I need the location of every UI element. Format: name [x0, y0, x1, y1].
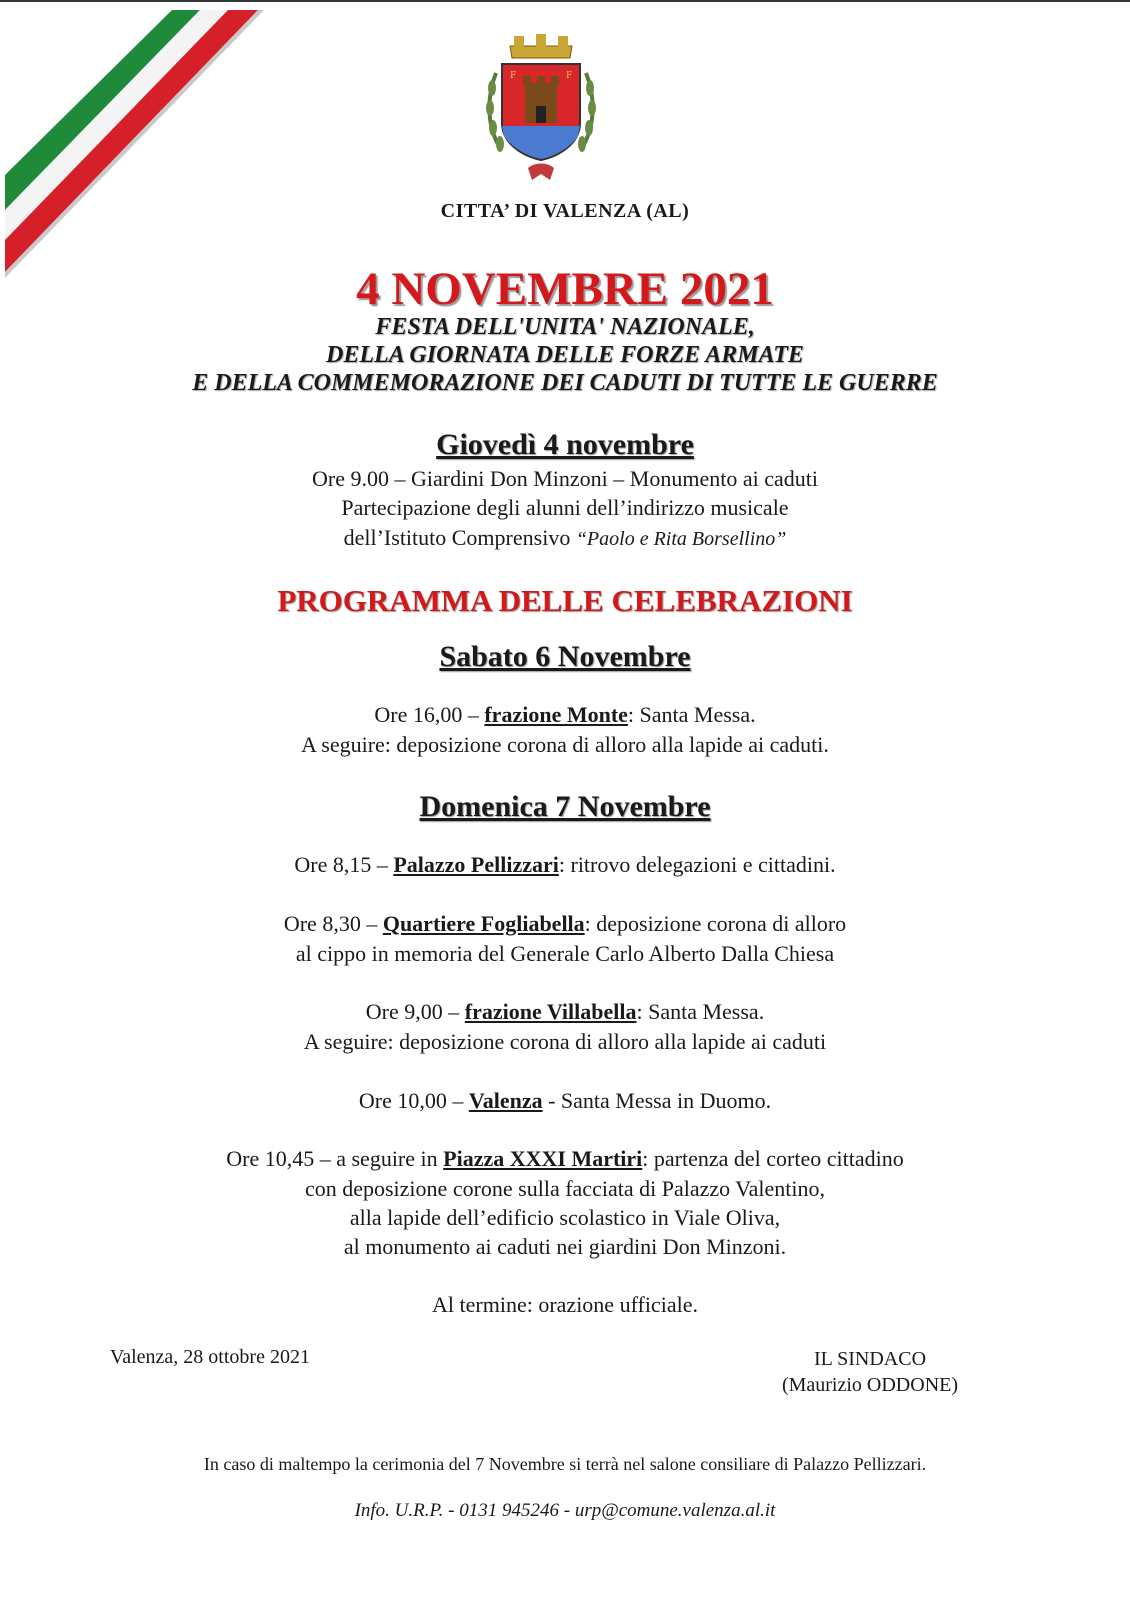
domenica-event-5-line-2: con deposizione corone sulla facciata di Palazzo Valentino, [304, 1176, 826, 1201]
signer-title: IL SINDACO [813, 1348, 927, 1370]
signer-name: (Maurizio ODDONE) [781, 1374, 959, 1396]
italian-flag-ribbon-icon [0, 0, 280, 290]
domenica-event-3-line-2: A seguire: deposizione corona di alloro alla lapide ai caduti [303, 1029, 827, 1054]
event-desc: : Santa Messa. [636, 999, 765, 1024]
sabato-heading: Sabato 6 Novembre [439, 640, 691, 673]
city-name: CITTA’ DI VALENZA (AL) [440, 200, 690, 222]
coat-of-arms-icon [480, 28, 602, 188]
domenica-event-5-line-4: al monumento ai caduti nei giardini Don Minzoni. [343, 1234, 787, 1259]
event-desc: : Santa Messa. [627, 702, 756, 727]
closing-line: Al termine: orazione ufficiale. [432, 1292, 698, 1317]
giovedi-line-2: Partecipazione degli alunni dell’indirizzo musicale [341, 495, 789, 520]
domenica-heading: Domenica 7 Novembre [419, 790, 711, 823]
event-desc: - Santa Messa in Duomo. [542, 1088, 772, 1113]
giovedi-line-3 [0, 525, 1130, 551]
contact-info: Info. U.R.P. - 0131 945246 - urp@comune.valenza.al.it [354, 1500, 776, 1521]
event-desc: : deposizione corona di alloro [584, 911, 847, 936]
domenica-event-5-line-3: alla lapide dell’edificio scolastico in Viale Oliva, [349, 1205, 781, 1230]
event-place: frazione Villabella [464, 999, 637, 1024]
event-time: Ore 8,30 – [283, 911, 383, 936]
svg-text:F: F [566, 71, 573, 81]
subtitle-line-2: DELLA GIORNATA DELLE FORZE ARMATE [326, 342, 804, 368]
signature-block [740, 1346, 1000, 1398]
giovedi-line-3-text: dell’Istituto Comprensivo [343, 525, 576, 550]
program-title: PROGRAMMA DELLE CELEBRAZIONI [277, 583, 853, 618]
weather-note: In caso di maltempo la cerimonia del 7 Novembre si terrà nel salone consiliare di Palazzo Pellizzari. [203, 1454, 927, 1474]
event-desc: : partenza del corteo cittadino [642, 1146, 904, 1171]
event-place: Valenza [468, 1088, 543, 1113]
event-place: frazione Monte [484, 702, 628, 727]
giovedi-heading: Giovedì 4 novembre [436, 428, 694, 461]
main-title: 4 NOVEMBRE 2021 [356, 263, 774, 315]
sabato-event-1-line-2: A seguire: deposizione corona di alloro alla lapide ai caduti. [301, 732, 829, 757]
sabato-event-1 [0, 702, 1130, 728]
event-time: Ore 10,45 – a seguire in [226, 1146, 444, 1171]
event-time: Ore 10,00 – [358, 1088, 469, 1113]
event-place: Palazzo Pellizzari [393, 852, 559, 877]
domenica-event-2-line-2: al cippo in memoria del Generale Carlo Alberto Dalla Chiesa [295, 941, 835, 966]
school-name: “Paolo e Rita Borsellino” [575, 528, 787, 550]
event-time: Ore 9,00 – [365, 999, 465, 1024]
event-desc: : ritrovo delegazioni e cittadini. [558, 852, 836, 877]
svg-text:F: F [510, 71, 517, 81]
subtitle-line-1: FESTA DELL'UNITA' NAZIONALE, [375, 314, 755, 340]
document-date: Valenza, 28 ottobre 2021 [110, 1346, 310, 1368]
domenica-event-1 [0, 852, 1130, 878]
event-time: Ore 8,15 – [294, 852, 394, 877]
giovedi-line-1: Ore 9.00 – Giardini Don Minzoni – Monumento ai caduti [312, 466, 818, 491]
subtitle-line-3: E DELLA COMMEMORAZIONE DEI CADUTI DI TUTTE LE GUERRE [192, 370, 938, 396]
event-time: Ore 16,00 – [374, 702, 485, 727]
domenica-event-3 [0, 999, 1130, 1025]
domenica-event-4 [0, 1088, 1130, 1114]
event-place: Quartiere Fogliabella [382, 911, 585, 936]
domenica-event-2 [0, 911, 1130, 937]
event-place: Piazza XXXI Martiri [443, 1146, 643, 1171]
domenica-event-5 [0, 1146, 1130, 1172]
